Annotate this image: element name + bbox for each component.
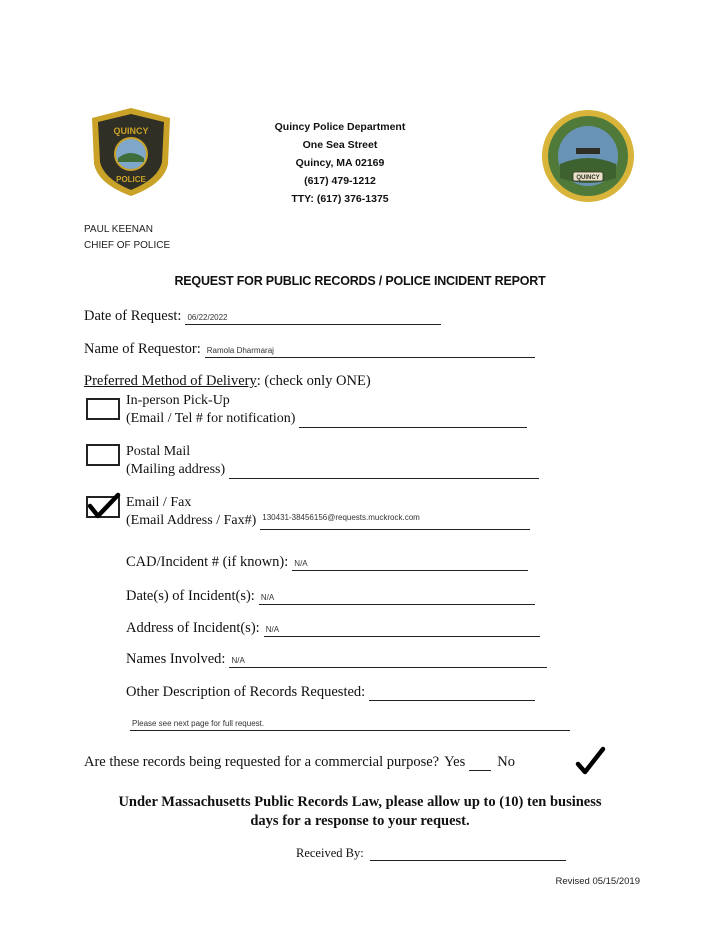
cad-field[interactable]	[292, 556, 528, 571]
email-fax-option	[126, 494, 530, 530]
postal-mail-sublabel: (Mailing address)	[126, 462, 226, 477]
in-person-checkbox[interactable]	[86, 398, 120, 420]
header-dept-name: Quincy Police Department	[274, 121, 406, 133]
incident-address-label: Address of Incident(s):	[126, 620, 260, 636]
email-fax-value: 130431-38456156@requests.muckrock.com	[262, 513, 420, 522]
commercial-no-label: No	[497, 754, 515, 770]
postal-mail-field[interactable]	[229, 464, 539, 479]
requestor-row	[84, 341, 535, 358]
in-person-field[interactable]	[299, 413, 527, 428]
in-person-sublabel: (Email / Tel # for notification)	[126, 411, 296, 426]
commercial-no-checkmark-icon	[574, 746, 606, 776]
commercial-question: Are these records being requested for a commercial purpose?	[84, 754, 440, 770]
form-title: REQUEST FOR PUBLIC RECORDS / POLICE INCIDENT REPORT	[174, 274, 546, 288]
badge-text-top: QUINCY	[113, 126, 149, 136]
other-description-continuation[interactable]	[130, 716, 570, 731]
checkmark-icon	[84, 492, 124, 522]
cad-value: N/A	[294, 559, 308, 568]
received-field[interactable]	[370, 846, 566, 861]
requestor-label: Name of Requestor:	[84, 341, 201, 357]
chief-block	[84, 222, 170, 254]
requestor-value: Ramola Dharmaraj	[206, 346, 274, 355]
chief-name: PAUL KEENAN	[84, 224, 153, 235]
incident-address-field[interactable]	[264, 622, 540, 637]
email-fax-sublabel: (Email Address / Fax#)	[126, 513, 257, 528]
incident-address-value: N/A	[265, 625, 280, 634]
names-involved-field[interactable]	[229, 653, 547, 668]
date-field[interactable]	[185, 310, 441, 325]
other-description-note: Please see next page for full request.	[132, 719, 265, 728]
other-description-label: Other Description of Records Requested:	[126, 684, 366, 700]
cad-label: CAD/Incident # (if known):	[126, 554, 289, 570]
received-label: Received By:	[296, 846, 364, 860]
incident-dates-field[interactable]	[259, 590, 535, 605]
police-badge-logo	[86, 106, 176, 198]
header-street: One Sea Street	[302, 139, 378, 151]
law-notice-line1: Under Massachusetts Public Records Law, please allow up to (10) ten business	[118, 794, 602, 810]
law-notice	[60, 793, 660, 831]
incident-dates-value: N/A	[260, 593, 275, 602]
postal-mail-option	[126, 443, 539, 479]
city-seal-logo	[540, 108, 636, 204]
commercial-yes-field[interactable]	[469, 756, 491, 771]
law-notice-line2: days for a response to your request.	[250, 813, 470, 829]
department-header	[220, 118, 460, 208]
commercial-purpose-row	[84, 754, 515, 771]
date-value: 06/22/2022	[187, 313, 228, 322]
date-label: Date of Request:	[84, 308, 182, 324]
incident-dates-label: Date(s) of Incident(s):	[126, 588, 255, 604]
chief-title: CHIEF OF POLICE	[84, 240, 171, 251]
in-person-option	[126, 392, 527, 428]
delivery-heading	[84, 373, 371, 390]
email-fax-label: Email / Fax	[126, 495, 192, 510]
cad-row	[126, 554, 528, 571]
delivery-heading-label: Preferred Method of Delivery	[84, 373, 257, 389]
incident-dates-row	[126, 588, 535, 605]
header-tty: TTY: (617) 376-1375	[291, 193, 389, 205]
header-city: Quincy, MA 02169	[295, 157, 385, 169]
requestor-field[interactable]	[205, 343, 535, 358]
commercial-yes-label: Yes	[444, 754, 466, 770]
names-involved-label: Names Involved:	[126, 651, 226, 667]
other-description-field[interactable]	[369, 686, 535, 701]
postal-mail-label: Postal Mail	[126, 444, 191, 459]
revised-date: Revised 05/15/2019	[555, 876, 640, 887]
other-description-row	[126, 684, 535, 701]
badge-text-bottom: POLICE	[116, 175, 146, 184]
postal-mail-checkbox[interactable]	[86, 444, 120, 466]
email-fax-field[interactable]	[260, 515, 530, 530]
in-person-label: In-person Pick-Up	[126, 393, 230, 408]
date-row	[84, 308, 441, 325]
names-involved-value: N/A	[231, 656, 245, 665]
received-row	[296, 846, 566, 861]
names-involved-row	[126, 651, 547, 668]
header-phone: (617) 479-1212	[304, 175, 376, 187]
incident-address-row	[126, 620, 540, 637]
seal-text: QUINCY	[576, 175, 600, 181]
delivery-heading-suffix: : (check only ONE)	[256, 373, 371, 389]
